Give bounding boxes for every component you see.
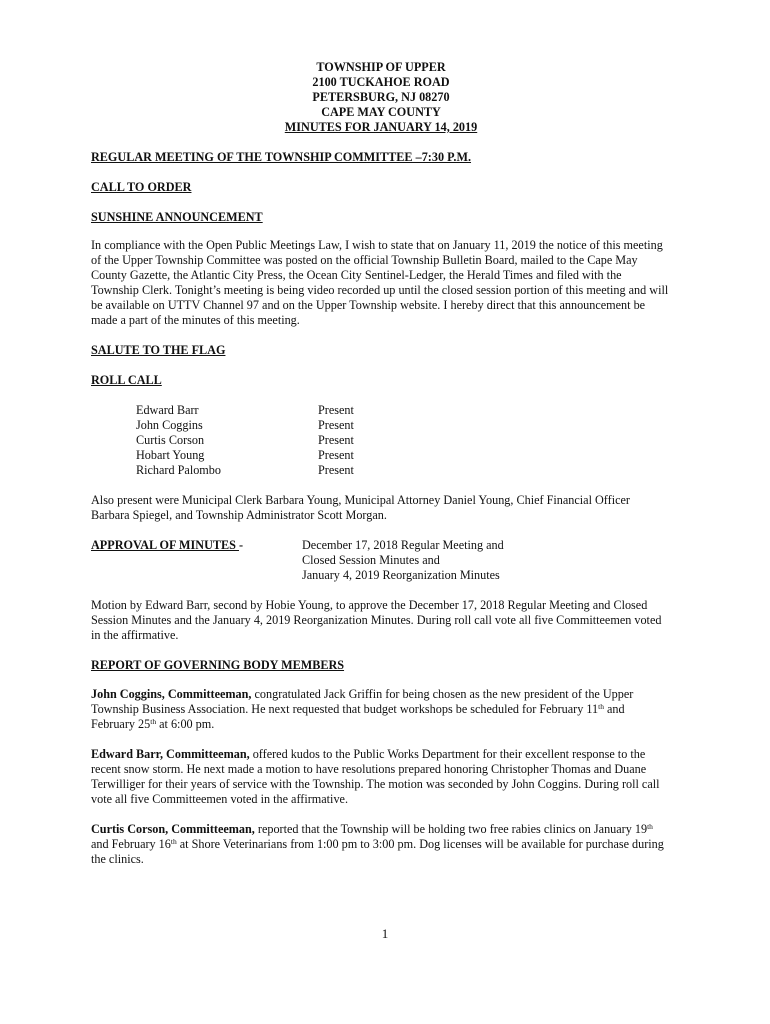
roll-call-row: [136, 463, 671, 478]
roll-call-row: [136, 418, 671, 433]
member-name: Richard Palombo: [136, 463, 221, 477]
ordinal-suffix: th: [150, 717, 157, 726]
roll-call-list: [136, 403, 671, 478]
corson-text: reported that the Township will be holding two free rabies clinics on January 19: [254, 822, 648, 836]
approval-label-dash: -: [238, 538, 244, 552]
member-status: Present: [318, 418, 354, 432]
roll-call-row: [136, 403, 671, 418]
document-header: [91, 60, 671, 135]
regular-meeting-heading: REGULAR MEETING OF THE TOWNSHIP COMMITTEE –7:30 P.M.: [91, 150, 472, 164]
corson-text: at Shore Veterinarians from 1:00 pm to 3:00 pm. Dog licenses will be available for purchase during the clinics.: [91, 837, 664, 866]
approval-motion-text: Motion by Edward Barr, second by Hobie Young, to approve the December 17, 2018 Regular Meeting and Closed Session Minutes and the January 4, 2019 Reorganization Minutes. During roll call vote all five Committeemen voted in the affirmative.: [91, 598, 662, 642]
header-address: 2100 TUCKAHOE ROAD: [312, 75, 450, 89]
sunshine-text: In compliance with the Open Public Meetings Law, I wish to state that on January 11, 2019 the notice of this meeting of the Upper Township Committee was posted on the official Township Bulletin Board, mailed to the Cape May County Gazette, the Atlantic City Press, the Ocean City Sentinel-Ledger, the Herald Times and filed with the Township Clerk. Tonight’s meeting is being video recorded up until the closed session portion of this meeting and will be available on UTTV Channel 97 and on the Upper Township website. I hereby direct that this announcement be made a part of the minutes of this meeting.: [91, 238, 669, 327]
barr-name: Edward Barr, Committeeman,: [91, 747, 250, 761]
member-status: Present: [318, 433, 354, 447]
ordinal-suffix: th: [170, 837, 177, 846]
coggins-text: congratulated Jack Griffin for being chosen as the new president of the Upper Township Business Association. He next requested that budget workshops be scheduled for February 11: [91, 687, 634, 716]
coggins-name: John Coggins, Committeeman,: [91, 687, 252, 701]
corson-name: Curtis Corson, Committeeman,: [91, 822, 255, 836]
approval-item: Closed Session Minutes and: [302, 553, 440, 567]
roll-call-row: [136, 448, 671, 463]
barr-report: [91, 747, 671, 807]
coggins-text: and February 25: [91, 702, 625, 731]
sunshine-heading: SUNSHINE ANNOUNCEMENT: [91, 210, 263, 224]
header-township: TOWNSHIP OF UPPER: [316, 60, 446, 74]
barr-text: offered kudos to the Public Works Department for their excellent response to the recent snow storm. He next made a motion to have resolutions prepared honoring Christopher Thomas and Duane Terwilliger for their years of service with the Township. The motion was seconded by John Coggins. During roll call vote all five Committeemen voted in the affirmative.: [91, 747, 660, 806]
coggins-report: [91, 687, 671, 732]
page-number: 1: [381, 926, 389, 941]
member-name: Hobart Young: [136, 448, 205, 462]
member-status: Present: [318, 463, 354, 477]
approval-label-text: APPROVAL OF MINUTES: [91, 538, 239, 552]
roll-call-row: [136, 433, 671, 448]
corson-report: [91, 822, 671, 867]
member-status: Present: [318, 448, 354, 462]
ordinal-suffix: th: [647, 822, 653, 831]
member-name: John Coggins: [136, 418, 203, 432]
header-city: PETERSBURG, NJ 08270: [312, 90, 450, 104]
header-minutes-date: MINUTES FOR JANUARY 14, 2019: [284, 120, 478, 134]
call-to-order-heading: CALL TO ORDER: [91, 180, 192, 194]
document-page: [91, 60, 671, 867]
roll-call-heading: ROLL CALL: [91, 373, 162, 387]
approval-label: [91, 538, 302, 583]
header-county: CAPE MAY COUNTY: [321, 105, 441, 119]
member-status: Present: [318, 403, 354, 417]
salute-heading: SALUTE TO THE FLAG: [91, 343, 226, 357]
approval-item: December 17, 2018 Regular Meeting and: [302, 538, 504, 552]
approval-items: [302, 538, 504, 583]
member-name: Curtis Corson: [136, 433, 205, 447]
also-present-text: Also present were Municipal Clerk Barbara Young, Municipal Attorney Daniel Young, Chief Financial Officer Barbara Spiegel, and Township Administrator Scott Morgan.: [91, 493, 630, 522]
member-name: Edward Barr: [136, 403, 199, 417]
corson-text: and February 16: [91, 837, 171, 851]
approval-of-minutes: [91, 538, 671, 583]
approval-item: January 4, 2019 Reorganization Minutes: [302, 568, 500, 582]
report-heading: REPORT OF GOVERNING BODY MEMBERS: [91, 658, 345, 672]
coggins-text: at 6:00 pm.: [156, 717, 215, 731]
ordinal-suffix: th: [598, 702, 604, 711]
